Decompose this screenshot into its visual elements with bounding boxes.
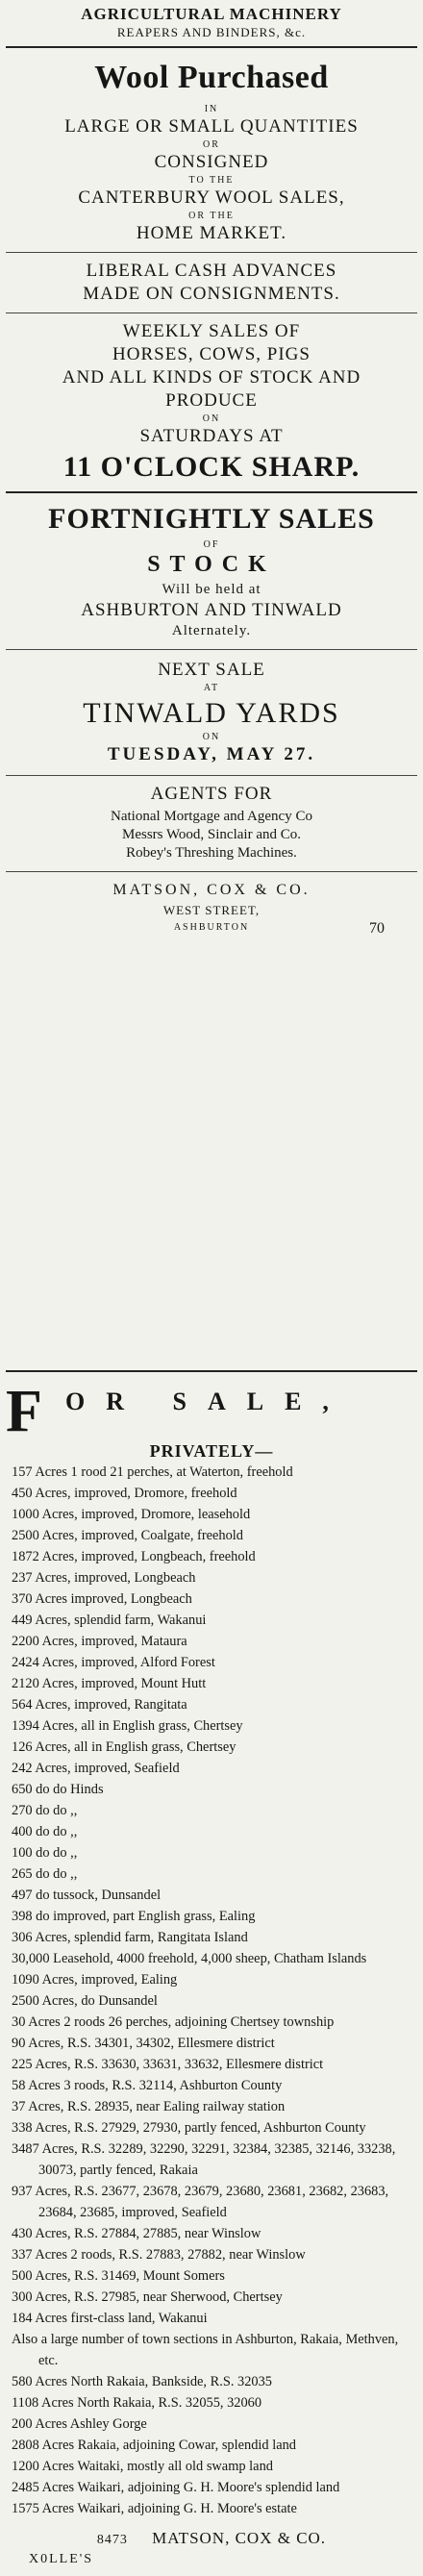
header-line: AGRICULTURAL MACHINERY <box>81 6 342 22</box>
at-word: AT <box>203 683 220 693</box>
sale-date: TUESDAY, MAY 27. <box>107 744 316 764</box>
listing-entry: 2808 Acres Rakaia, adjoining Cowar, splendid land <box>12 2438 296 2453</box>
listing-entry: 400 do do ,, <box>12 1824 78 1839</box>
listing-entry: 58 Acres 3 roods, R.S. 32114, Ashburton County <box>12 2078 283 2093</box>
alternately-line: Alternately. <box>171 623 252 638</box>
divider <box>6 649 417 650</box>
canterbury-line: CANTERBURY WOOL SALES, <box>78 188 345 208</box>
listing-entry: 1108 Acres North Rakaia, R.S. 32055, 32060 <box>12 2395 262 2411</box>
listing-entry: 2500 Acres, do Dunsandel <box>12 1993 158 2009</box>
town-row <box>0 920 423 939</box>
made-on-line: MADE ON CONSIGNMENTS. <box>83 284 340 304</box>
all-kinds-line: AND ALL KINDS OF STOCK AND <box>62 367 361 388</box>
held-at-line: Will be held at <box>162 582 261 597</box>
next-sale-line: NEXT SALE <box>158 660 265 680</box>
signature-row <box>0 2529 423 2548</box>
listing-entry: 2485 Acres Waikari, adjoining G. H. Moore's splendid land <box>12 2480 340 2495</box>
listing-entry: 200 Acres Ashley Gorge <box>12 2416 147 2432</box>
listing-entry: 306 Acres, splendid farm, Rangitata Island <box>12 1930 248 1945</box>
for-sale-heading <box>0 1379 423 1444</box>
listing-entry: 3487 Acres, R.S. 32289, 32290, 32291, 32384, 32385, 32146, 33238, 30073, partly fenced, Rakaia <box>12 2141 396 2178</box>
listing-entry: 300 Acres, R.S. 27985, near Sherwood, Chertsey <box>12 2289 283 2305</box>
listing-entry: 184 Acres first-class land, Wakanui <box>12 2311 208 2326</box>
signature: MATSON, COX & CO. <box>152 2529 327 2547</box>
for-sale-rest: OR SALE, <box>65 1388 350 1415</box>
listing-entry: 30 Acres 2 roods 26 perches, adjoining Chertsey township <box>12 2014 335 2030</box>
listing-entry: 270 do do ,, <box>12 1803 78 1818</box>
horses-line: HORSES, COWS, PIGS <box>112 344 311 364</box>
divider <box>6 871 417 872</box>
agent-line: Robey's Threshing Machines. <box>126 845 297 861</box>
listing-entry: 580 Acres North Rakaia, Bankside, R.S. 32035 <box>12 2374 272 2389</box>
on-word-2: ON <box>202 732 221 742</box>
listing-entry: 370 Acres improved, Longbeach <box>12 1591 192 1607</box>
listing-entry: 1872 Acres, improved, Longbeach, freehold <box>12 1549 256 1564</box>
town-line: ASHBURTON <box>173 922 250 933</box>
listing-entry: 225 Acres, R.S. 33630, 33631, 33632, Ellesmere district <box>12 2057 324 2072</box>
fortnightly-line: FORTNIGHTLY SALES <box>48 503 375 535</box>
listing-entry: 450 Acres, improved, Dromore, freehold <box>12 1486 237 1501</box>
listing-entry: 650 do do Hinds <box>12 1782 104 1797</box>
listing-entry: 2200 Acres, improved, Mataura <box>12 1634 187 1649</box>
on-word: ON <box>202 413 221 424</box>
listing-entry: 500 Acres, R.S. 31469, Mount Somers <box>12 2268 225 2284</box>
listing-entry: 242 Acres, improved, Seafield <box>12 1761 180 1776</box>
or-word: OR <box>203 139 220 150</box>
divider <box>6 1370 417 1372</box>
header-subline: REAPERS AND BINDERS, &c. <box>116 26 307 38</box>
listing-entry: 237 Acres, improved, Longbeach <box>12 1570 196 1586</box>
liberal-line: LIBERAL CASH ADVANCES <box>86 261 337 281</box>
to-the-word: TO THE <box>188 175 235 186</box>
of-word: OF <box>203 539 220 550</box>
listing-entry: 90 Acres, R.S. 34301, 34302, Ellesmere district <box>12 2036 275 2051</box>
listing-entry: 100 do do ,, <box>12 1845 78 1861</box>
divider <box>6 46 417 48</box>
listing-entry: 157 Acres 1 rood 21 perches, at Waterton, freehold <box>12 1464 293 1480</box>
footer-line: X0LLE'S <box>29 2552 94 2566</box>
listing-entry: 2500 Acres, improved, Coalgate, freehold <box>12 1528 243 1543</box>
home-market-line: HOME MARKET. <box>136 223 287 243</box>
divider <box>6 491 417 493</box>
agent-line: National Mortgage and Agency Co <box>111 809 312 824</box>
ad-number: 70 <box>369 920 385 937</box>
saturdays-line: SATURDAYS AT <box>139 426 284 446</box>
listing-entry: 937 Acres, R.S. 23677, 23678, 23679, 23680, 23681, 23682, 23683, 23684, 23685, improved, Seafield <box>12 2184 389 2220</box>
listing-entry: 1394 Acres, all in English grass, Chertsey <box>12 1718 243 1734</box>
listing-entry: 1090 Acres, improved, Ealing <box>12 1972 178 1988</box>
ashburton-tinwald-line: ASHBURTON AND TINWALD <box>81 600 342 620</box>
stock-line: STOCK <box>147 552 276 577</box>
for-sale-ad <box>0 1370 423 2567</box>
listing-entry: 1575 Acres Waikari, adjoining G. H. Moore's estate <box>12 2501 297 2516</box>
listing-entry: 564 Acres, improved, Rangitata <box>12 1697 187 1713</box>
listing-entry: 2120 Acres, improved, Mount Hutt <box>12 1676 207 1691</box>
listing-entry: 449 Acres, splendid farm, Wakanui <box>12 1613 207 1628</box>
street-line: WEST STREET, <box>162 903 261 917</box>
listing-entry: 265 do do ,, <box>12 1866 78 1882</box>
agents-for-line: AGENTS FOR <box>150 784 273 804</box>
ad-title: Wool Purchased <box>94 60 329 95</box>
listing-entry: 398 do improved, part English grass, Ealing <box>12 1909 256 1924</box>
weekly-line: WEEKLY SALES OF <box>122 321 301 341</box>
listing-entry: 337 Acres 2 roods, R.S. 27883, 27882, near Winslow <box>12 2247 306 2263</box>
tinwald-yards-line: TINWALD YARDS <box>83 697 340 729</box>
listing-entry: 37 Acres, R.S. 28935, near Ealing railway station <box>12 2099 286 2114</box>
produce-line: PRODUCE <box>165 390 258 411</box>
or-the-word: OR THE <box>188 211 235 221</box>
in-word: IN <box>204 104 219 114</box>
listing-entry: 430 Acres, R.S. 27884, 27885, near Winslow <box>12 2226 261 2241</box>
divider <box>6 775 417 776</box>
agent-line: Messrs Wood, Sinclair and Co. <box>121 827 301 842</box>
listing-entry: 126 Acres, all in English grass, Chertsey <box>12 1739 236 1755</box>
listing-entry: 338 Acres, R.S. 27929, 27930, partly fenced, Ashburton County <box>12 2120 366 2136</box>
divider <box>6 252 417 253</box>
clock-line: 11 O'CLOCK SHARP. <box>62 451 361 483</box>
quantities-line: LARGE OR SMALL QUANTITIES <box>64 116 359 137</box>
listing-entry: Also a large number of town sections in Ashburton, Rakaia, Methven, etc. <box>12 2332 399 2368</box>
listing-entry: 30,000 Leasehold, 4000 freehold, 4,000 sheep, Chatham Islands <box>12 1951 367 1966</box>
privately-heading: PRIVATELY— <box>149 1441 274 1461</box>
wool-ad <box>0 0 423 939</box>
listing-entries <box>0 1462 423 2519</box>
consigned-line: CONSIGNED <box>154 152 269 172</box>
listing-entry: 2424 Acres, improved, Alford Forest <box>12 1655 215 1670</box>
firm-name: MATSON, COX & CO. <box>112 882 311 898</box>
listing-entry: 1000 Acres, improved, Dromore, leasehold <box>12 1507 251 1522</box>
listing-entry: 1200 Acres Waitaki, mostly all old swamp land <box>12 2459 273 2474</box>
drop-cap: F <box>6 1379 42 1444</box>
signature-prefix: 8473 <box>96 2533 128 2547</box>
listing-entry: 497 do tussock, Dunsandel <box>12 1888 162 1903</box>
